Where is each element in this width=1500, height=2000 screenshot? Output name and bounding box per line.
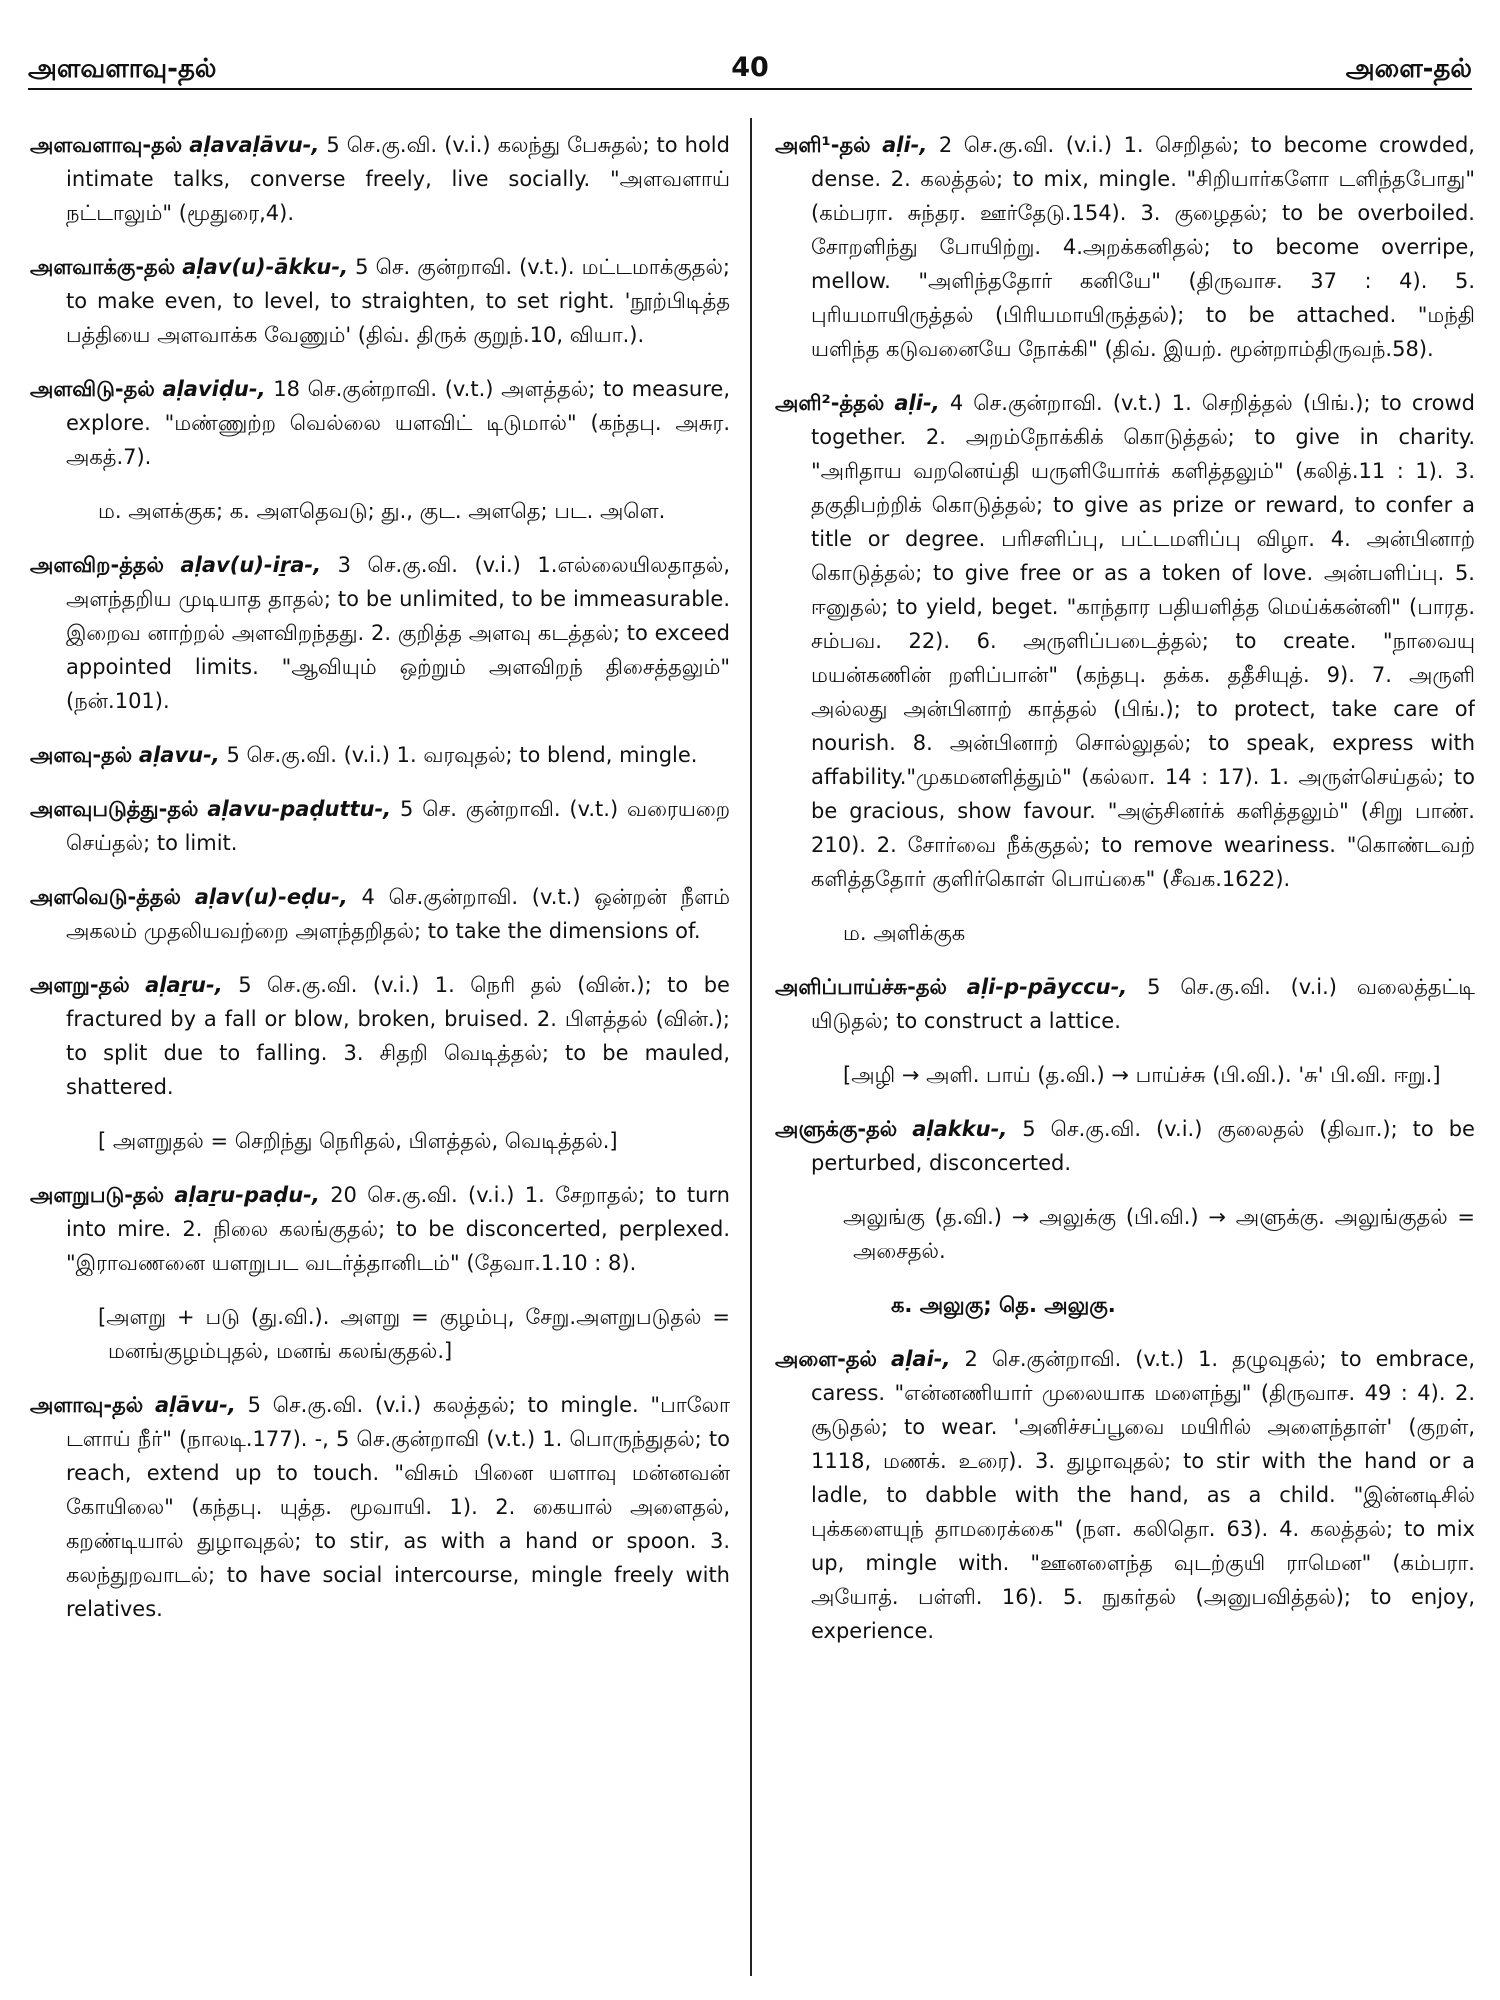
transliteration: aḷaṟu-paḍu-, [174,1183,320,1207]
etymology-note [775,916,1475,950]
headword: அளுக்கு-தல் [775,1117,898,1141]
dictionary-entry [775,970,1475,1038]
definition: 2 செ.குன்றாவி. (v.t.) 1. தழுவுதல்; to embrace, caress. "என்னணியார் முலையாக மளைந்து" (திருவாச. 49 : 4). 2. சூடுதல்; to wear. 'அனிச்சப்பூவை மயிரில் அளைந்தாள்' (குறள், 1118, மணக். உரை). 3. துழாவுதல்; to stir with the hand or a ladle, to dabble with the hand, as a child. "இன்னடிசில் புக்களையுந் தாமரைக்கை" (நள. கலிதொ. 63). 4. கலத்தல்; to mix up, mingle with. "ஊனளைந்த வுடற்குயி ராமென" (கம்பரா. அயோத். பள்ளி. 16). 5. நுகர்தல் (அனுபவித்தல்); to enjoy, experience. [811,1347,1475,1643]
headword: அளிப்பாய்ச்சு-தல் [775,975,947,999]
transliteration: aḷakku-, [912,1117,1008,1141]
etymology-note [30,1300,730,1368]
transliteration: aḷaviḍu-, [162,377,266,401]
headword: அளறுபடு-தல் [30,1183,165,1207]
dictionary-entry [30,792,730,860]
headword: அளவிற-த்தல் [30,553,164,577]
headword: அளவெடு-த்தல் [30,885,181,909]
headword: அளாவு-தல் [30,1393,144,1417]
running-head-right: அளை-தல் [1345,54,1472,84]
transliteration: aḷavu-, [138,743,220,767]
transliteration: aḷav(u)-ākku-, [182,255,349,279]
definition: 5 செ.கு.வி. (v.i.) 1. நெரி தல் (வின்.); to be fractured by a fall or blow, broken, bruised. 2. பிளத்தல் (வின்.); to split due to falling. 3. சிதறி வெடித்தல்; to be mauled, shattered. [66,973,730,1099]
dictionary-entry [30,250,730,352]
etymology-text: [அளறு + படு (து.வி.). அளறு = குழம்பு, சேறு.அளறுபடுதல் = மனங்குழம்புதல், மனங் கலங்குதல்.] [98,1305,730,1363]
dictionary-entry [30,548,730,718]
transliteration: aḷai-, [891,1347,951,1371]
etymology-text: ம. அளிக்குக [843,921,966,945]
etymology-note [775,1058,1475,1092]
headword: அளவளாவு-தல் [30,133,183,157]
dictionary-entry [30,1178,730,1280]
definition: 18 செ.குன்றாவி. (v.t.) அளத்தல்; to measure, explore. "மண்ணுற்ற வெல்லை யளவிட் டிடுமால்" (கந்தபு. அசுர. அகத்.7). [66,377,730,469]
dictionary-entry [775,128,1475,366]
definition: 5 செ.கு.வி. (v.i.) குலைதல் (திவா.); to be perturbed, disconcerted. [811,1117,1475,1175]
definition: 4 செ.குன்றாவி. (v.t.) 1. செறித்தல் (பிங்.); to crowd together. 2. அறம்நோக்கிக் கொடுத்தல்; to give in charity. "அரிதாய வறனெய்தி யருளியோர்க் களித்தலும்" (கலித்.11 : 1). 3. தகுதிபற்றிக் கொடுத்தல்; to give as prize or reward, to confer a title or degree. பரிசளிப்பு, பட்டமளிப்பு விழா. 4. அன்பினாற் கொடுத்தல்; to give free or as a token of love. அன்பளிப்பு. 5. ஈனுதல்; to yield, beget. "காந்தார பதியளித்த மெய்க்கன்னி" (பாரத. சம்பவ. 22). 6. அருளிப்படைத்தல்; to create. "நாவையு மயன்கணின் றளிப்பான்" (கந்தபு. தக்க. ததீசியுத். 9). 7. அருளி அல்லது அன்பினாற் காத்தல் (பிங்.); to protect, take care of nourish. 8. அன்பினாற் சொல்லுதல்; to speak, express with affability."முகமனளித்தும்" (கல்லா. 14 : 17). 1. அருள்செய்தல்; to be gracious, show favour. "அஞ்சினர்க் களித்தலும்" (சிறு பாண். 210). 2. சோர்வை நீக்குதல்; to remove weariness. "கொண்டவற் களித்ததோர் குளிர்கொள் பொய்கை" (சீவக.1622). [811,391,1475,891]
running-head-left: அளவளாவு-தல் [28,54,217,84]
dictionary-entry [30,968,730,1104]
definition: 2 செ.கு.வி. (v.i.) 1. செறிதல்; to become crowded, dense. 2. கலத்தல்; to mix, mingle. "சிறியார்களோ டளிந்தபோது" (கம்பரா. சுந்தர. ஊர்தேடு.154). 3. குழைதல்; to be overboiled. சோறளிந்து போயிற்று. 4.அறக்கனிதல்; to become overripe, mellow. "அளிந்ததோர் கனியே" (திருவாச. 37 : 4). 5. புரியமாயிருத்தல் (பிரியமாயிருத்தல்); to be attached. "மந்தி யளிந்த கடுவனையே நோக்கி" (திவ். இயற். மூன்றாம்திருவந்.58). [811,133,1475,361]
definition: 4 செ.குன்றாவி. (v.t.) ஒன்றன் நீளம் அகலம் முதலியவற்றை அளந்தறிதல்; to take the dimensions of. [66,885,730,943]
transliteration: aḷāvu-, [154,1393,236,1417]
etymology-text: [ அளறுதல் = செறிந்து நெரிதல், பிளத்தல், வெடித்தல்.] [98,1129,618,1153]
transliteration: aḷaṟu-, [145,973,223,997]
dictionary-entry [775,1342,1475,1648]
definition: 5 செ.கு.வி. (v.i.) வலைத்தட்டி யிடுதல்; to construct a lattice. [811,975,1475,1033]
dictionary-entry [30,372,730,474]
etymology-note [775,1200,1475,1268]
headword: அளவாக்கு-தல் [30,255,176,279]
etymology-note [30,494,730,528]
cognate-text: க. அலுகு; தெ. அலுகு. [891,1293,1116,1317]
headword: அளை-தல் [775,1347,877,1371]
transliteration: aḷav(u)-eḍu-, [194,885,348,909]
dictionary-entry [775,386,1475,896]
dictionary-entry [30,880,730,948]
headword: அளவுபடுத்து-தல் [30,797,199,821]
page-number: 40 [731,52,769,83]
cognate-note [775,1288,1475,1322]
definition: 5 செ. குன்றாவி. (v.t.) வரையறை செய்தல்; to limit. [66,797,730,855]
left-column [30,128,730,1978]
definition: 5 செ. குன்றாவி. (v.t.). மட்டமாக்குதல்; to make even, to level, to straighten, to set right. 'நூற்பிடித்த பத்தியை அளவாக்க வேணும்' (திவ். திருக் குறுந்.10, வியா.). [66,255,730,347]
dictionary-entry [30,128,730,230]
transliteration: aḷavaḷāvu-, [189,133,320,157]
definition: 20 செ.கு.வி. (v.i.) 1. சேறாதல்; to turn into mire. 2. நிலை கலங்குதல்; to be disconcerted, perplexed. "இராவணனை யளறுபட வடர்த்தானிடம்" (தேவா.1.10 : 8). [66,1183,730,1275]
etymology-text: [அழி → அளி. பாய் (த.வி.) → பாய்ச்சு (பி.வி.). 'சு' பி.வி. ஈறு.] [843,1063,1441,1087]
transliteration: aḷi-p-pāyccu-, [966,975,1128,999]
dictionary-entry [30,1388,730,1626]
headword: அளவு-தல் [30,743,133,767]
headword: அளி²-த்தல் [775,391,885,415]
definition: 5 செ.கு.வி. (v.i.) கலந்து பேசுதல்; to hold intimate talks, converse freely, live socially. "அளவளாய் நட்டாலும்" (மூதுரை,4). [66,133,730,225]
definition: 3 செ.கு.வி. (v.i.) 1.எல்லையிலதாதல், அளந்தறிய முடியாத தாதல்; to be unlimited, to be immeasurable. இறைவ னாற்றல் அளவிறந்தது. 2. குறித்த அளவு கடத்தல்; to exceed appointed limits. "ஆவியும் ஒற்றும் அளவிறந் திசைத்தலும்" (நன்.101). [66,553,730,713]
etymology-text: ம. அளக்குக; க. அளதெவடு; து., குட. அளதெ; பட. அளெ. [98,499,666,523]
etymology-text: அலுங்கு (த.வி.) → அலுக்கு (பி.வி.) → அளுக்கு. அலுங்குதல் = அசைதல். [843,1205,1475,1263]
definition: 5 செ.கு.வி. (v.i.) கலத்தல்; to mingle. "பாலோ டளாய் நீர்" (நாலடி.177). -, 5 செ.குன்றாவி (v.t.) 1. பொருந்துதல்; to reach, extend up to touch. "விசும் பினை யளாவு மன்னவன் கோயிலை" (கந்தபு. யுத்த. மூவாயி. 1). 2. கையால் அளைதல், கறண்டியால் துழாவுதல்; to stir, as with a hand or spoon. 3. கலந்துறவாடல்; to have social intercourse, mingle freely with relatives. [66,1393,730,1621]
header-rule [28,88,1472,90]
transliteration: aḷi-, [894,391,940,415]
column-divider [750,118,752,1976]
headword: அளறு-தல் [30,973,130,997]
transliteration: aḷav(u)-iṟa-, [180,553,322,577]
transliteration: aḷi-, [882,133,928,157]
headword: அளவிடு-தல் [30,377,155,401]
headword: அளி¹-தல் [775,133,871,157]
definition: 5 செ.கு.வி. (v.i.) 1. வரவுதல்; to blend, mingle. [226,743,698,767]
dictionary-entry [775,1112,1475,1180]
transliteration: aḷavu-paḍuttu-, [207,797,392,821]
right-column [775,128,1475,1978]
etymology-note [30,1124,730,1158]
dictionary-entry [30,738,730,772]
